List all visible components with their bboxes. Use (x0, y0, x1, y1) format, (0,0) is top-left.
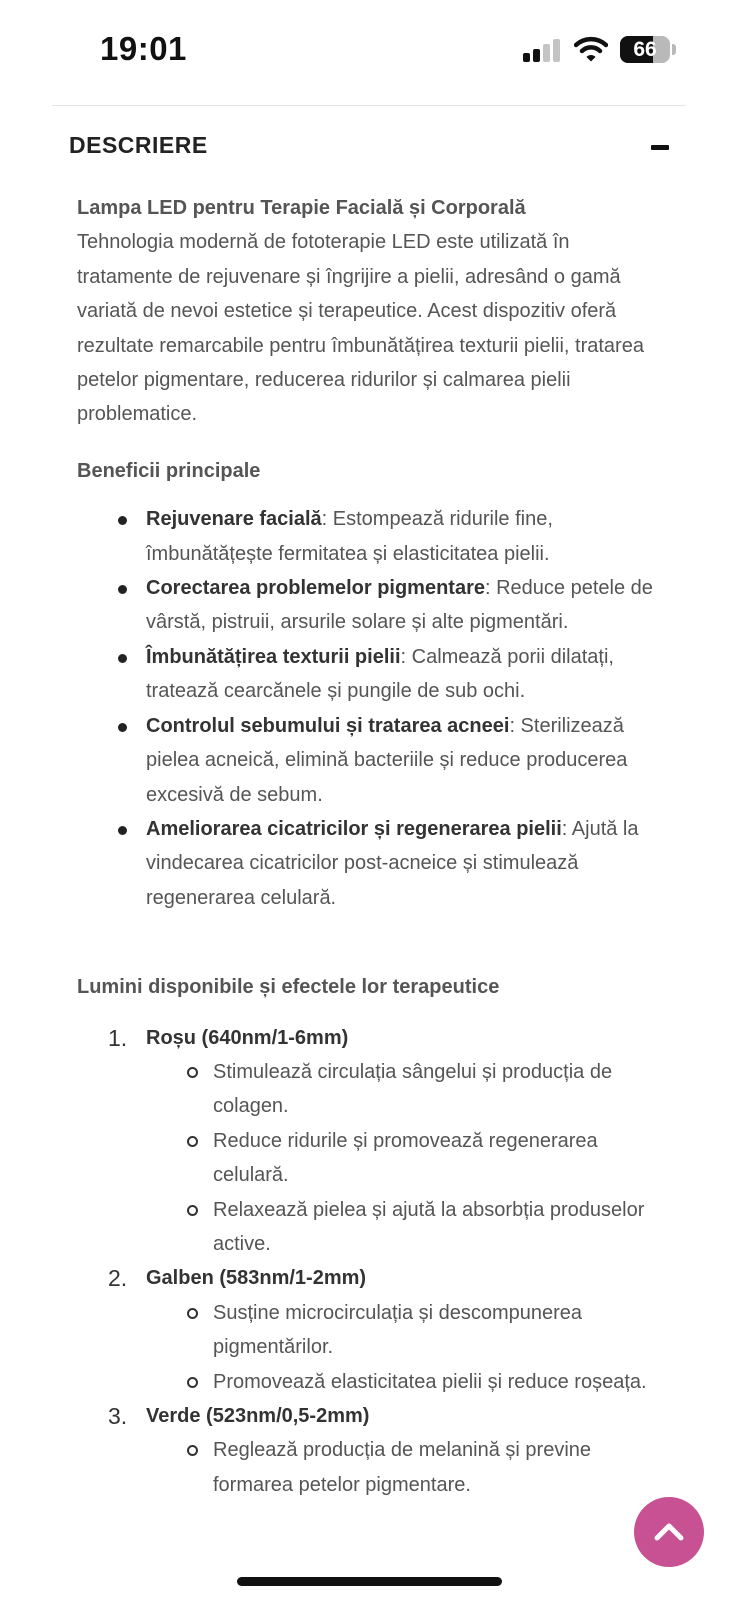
benefit-text: : Reduce petele de vârstă, pistruii, arsurile solare și alte pigmentări. (146, 577, 653, 634)
status-time: 19:01 (100, 30, 187, 67)
light-number: 3. (108, 1403, 128, 1429)
benefit-text: : Estompează ridurile fine, îmbunătățește fermitatea și elasticitatea pielii. (146, 508, 553, 565)
wifi-icon (574, 36, 608, 62)
scroll-top-button[interactable] (634, 1497, 704, 1567)
chevron-up-icon (634, 1497, 704, 1567)
effect-item: Reduce ridurile și promovează regenerarea celulară. (213, 1124, 667, 1193)
header-divider (52, 105, 686, 106)
signal-icon (523, 38, 561, 62)
effects-list (146, 1296, 667, 1399)
battery-icon (620, 36, 670, 63)
lights-heading: Lumini disponibile și efectele lor terapeutice (77, 976, 500, 999)
benefit-title: Rejuvenare facială (146, 508, 322, 531)
minus-icon[interactable] (651, 145, 669, 150)
benefit-text: : Ajută la vindecarea cicatricilor post-acneice și stimulează regenerarea celulară. (146, 817, 639, 909)
benefit-text: : Sterilizează pielea acneică, elimină bacteriile și reduce producerea excesivă de sebum. (146, 714, 628, 806)
list-item (146, 502, 667, 571)
light-item (108, 1261, 667, 1399)
list-item (146, 640, 667, 709)
benefit-title: Îmbunătățirea texturii pielii (146, 645, 401, 668)
effects-list (146, 1055, 667, 1261)
benefit-title: Ameliorarea cicatricilor și regenerarea pielii (146, 817, 562, 840)
light-name: Galben (583nm/1-2mm) (146, 1267, 367, 1290)
description-content (77, 191, 667, 1502)
home-indicator[interactable] (237, 1577, 502, 1586)
light-item (108, 1399, 667, 1502)
benefit-title: Corectarea problemelor pigmentare (146, 577, 485, 600)
light-item (108, 1021, 667, 1262)
light-number: 2. (108, 1265, 128, 1292)
benefit-title: Controlul sebumului și tratarea acneei (146, 714, 510, 737)
list-item (146, 709, 667, 812)
effect-item: Susține microcirculația și descompunerea pigmentărilor. (213, 1296, 667, 1365)
effect-item: Stimulează circulația sângelui și producția de colagen. (213, 1055, 667, 1124)
status-bar (0, 0, 738, 100)
list-item (146, 571, 667, 640)
section-title: DESCRIERE (69, 132, 208, 158)
light-name: Verde (523nm/0,5-2mm) (146, 1405, 370, 1427)
description-accordion-header[interactable] (69, 128, 669, 168)
battery-tip (672, 44, 676, 55)
effects-list (146, 1433, 667, 1502)
benefit-text: : Calmează porii dilatați, tratează cearcănele și pungile de sub ochi. (146, 645, 614, 703)
lights-list (77, 1021, 667, 1503)
benefits-heading: Beneficii principale (77, 459, 261, 482)
benefits-list (77, 502, 667, 915)
effect-item: Promovează elasticitatea pielii și reduce roșeața. (213, 1365, 667, 1399)
effect-item: Relaxează pielea și ajută la absorbția produselor active. (213, 1193, 667, 1262)
list-item (146, 812, 667, 915)
intro-text: Tehnologia modernă de fototerapie LED este utilizată în tratamente de rejuvenare și îngrijire a pielii, adresând o gamă variată de nevoi estetice și terapeutice. Acest dispozitiv oferă rezultate remarcabile pentru îmbunătățirea texturii pielii, tratarea petelor pigmentare, reducerea ridurilor și calmarea pielii problematice. (77, 231, 644, 426)
intro-title: Lampa LED pentru Terapie Facială și Corporală (77, 197, 526, 219)
effect-item: Reglează producția de melanină și previne formarea petelor pigmentare. (213, 1433, 667, 1502)
battery-level: 66 (633, 38, 657, 61)
light-name: Roșu (640nm/1-6mm) (146, 1026, 349, 1049)
light-number: 1. (108, 1024, 128, 1051)
